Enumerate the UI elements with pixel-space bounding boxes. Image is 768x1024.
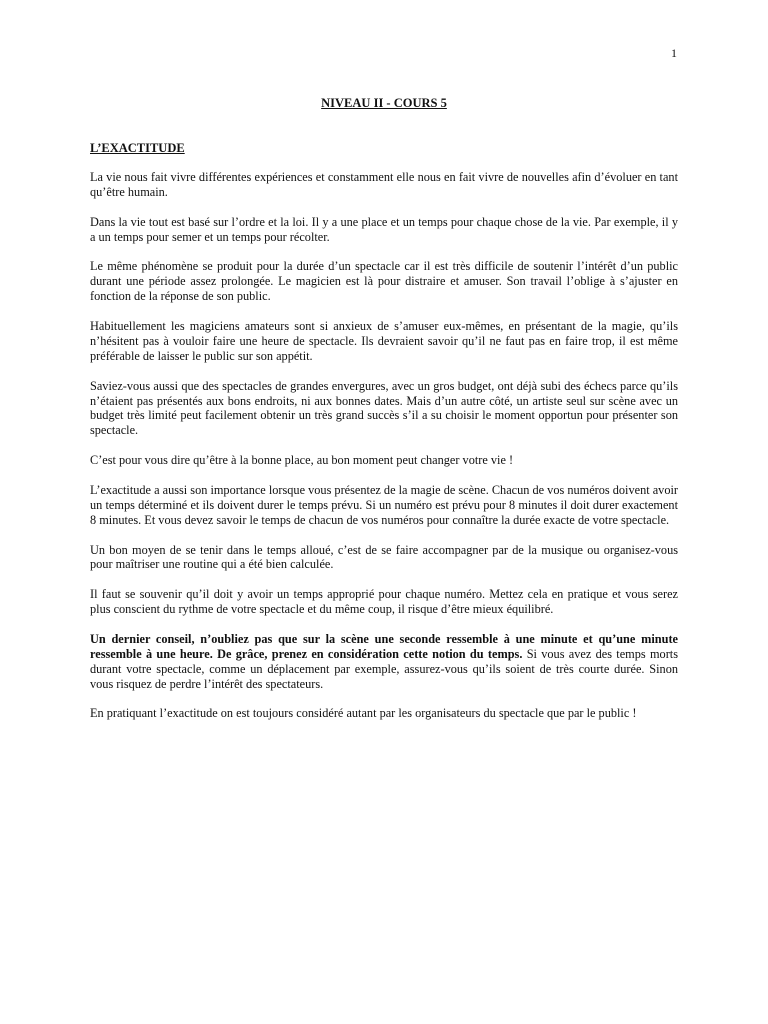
- section-heading: L’EXACTITUDE: [90, 141, 185, 155]
- paragraph-right-place: C’est pour vous dire qu’être à la bonne place, au bon moment peut changer votre vie !: [90, 453, 514, 468]
- document-body: [90, 170, 678, 736]
- paragraph-big-shows: Saviez-vous aussi que des spectacles de grandes envergures, avec un gros budget, ont déjà subi des échecs parce qu’ils n’étaient pas présentés aux bons endroits, ni aux bonnes dates. Mais d’un autre côté, un artiste seul sur scène avec un budget très limité peut facilement obtenir un très grand succès s’il a su choisir le moment opportun pour présenter son spectacle.: [90, 378, 678, 438]
- paragraph-amateurs: Habituellement les magiciens amateurs sont si anxieux de s’amuser eux-mêmes, en présentant de la magie, qu’ils n’hésitent pas à vouloir faire une heure de spectacle. Ils devraient savoir qu’il ne faut pas en faire trop, il est même préférable de laisser le public sur son appétit.: [90, 319, 678, 363]
- paragraph-closing: En pratiquant l’exactitude on est toujours considéré autant par les organisateurs du spectacle que par le public !: [90, 706, 637, 721]
- advice-bold-text: Un dernier conseil, n’oubliez pas que sur la scène une seconde ressemble à une minute et qu’une minute ressemble à une heure. De grâce, prenez en considération cette notion du temps.: [90, 631, 678, 661]
- paragraph-advice: [90, 632, 678, 692]
- page-number: 1: [671, 46, 677, 60]
- paragraph-show-duration: Le même phénomène se produit pour la durée d’un spectacle car il est très difficile de soutenir l’intérêt d’un public durant une période assez prolongée. Le magicien est là pour distraire et amuser. Son travail l’oblige à s’ajuster en fonction de la réponse de son public.: [90, 259, 678, 304]
- paragraph-rhythm: Il faut se souvenir qu’il doit y avoir un temps approprié pour chaque numéro. Mettez cela en pratique et vous serez plus conscient du rythme de votre spectacle et du même coup, il risque d’être mieux équilibré.: [90, 587, 678, 617]
- document-title: NIVEAU II - COURS 5: [321, 96, 447, 110]
- paragraph-order: Dans la vie tout est basé sur l’ordre et la loi. Il y a une place et un temps pour chaque chose de la vie. Par exemple, il y a un temps pour semer et un temps pour récolter.: [90, 214, 678, 244]
- paragraph-intro: La vie nous fait vivre différentes expériences et constamment elle nous en fait vivre de nouvelles afin d’évoluer en tant qu’être humain.: [90, 170, 678, 199]
- advice-normal-text: Si vous avez des temps morts durant votre spectacle, comme un déplacement par exemple, assurez-vous qu’ils soient de très courte durée. Sinon vous risquez de perdre l’intérêt des spectateurs.: [90, 646, 678, 691]
- paragraph-music: Un bon moyen de se tenir dans le temps alloué, c’est de se faire accompagner par de la musique ou organisez-vous pour maîtriser une routine qui a été bien calculée.: [90, 542, 678, 572]
- paragraph-stage-magic: L’exactitude a aussi son importance lorsque vous présentez de la magie de scène. Chacun de vos numéros doivent avoir un temps déterminé et ils doivent durer le temps prévu. Si un numéro est prévu pour 8 minutes il doit durer exactement 8 minutes. Et vous devez savoir le temps de chacun de vos numéros pour connaître la durée exacte de votre spectacle.: [90, 482, 678, 527]
